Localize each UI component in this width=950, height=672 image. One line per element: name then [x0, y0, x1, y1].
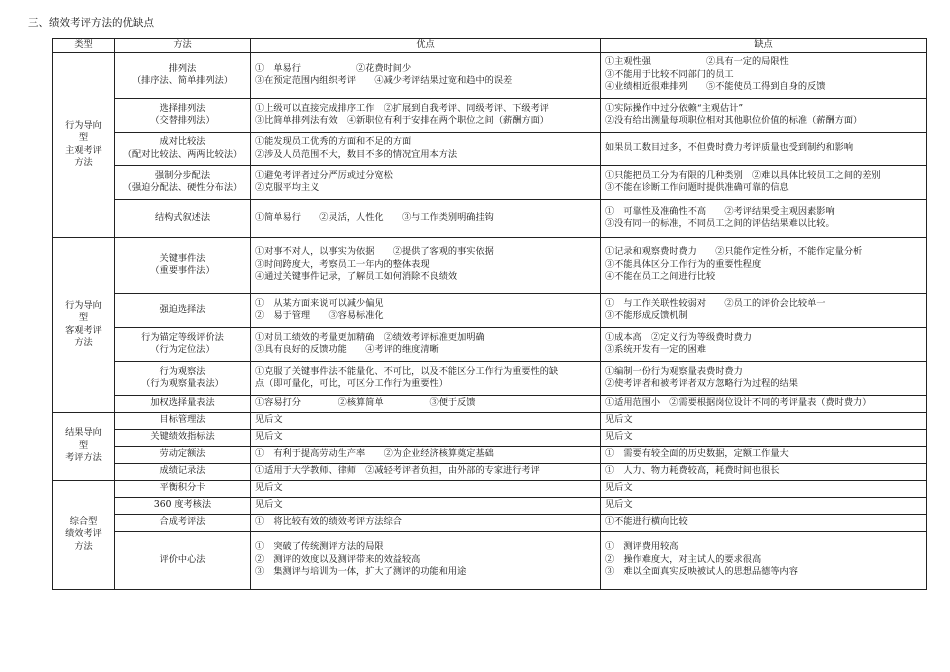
method-cell: [115, 327, 251, 361]
disadvantages-cell-line: ②使考评者和被考评者双方忽略行为过程的结果: [605, 378, 798, 389]
advantages-cell-line: ①简单易行 ②灵活，人性化 ③与工作类别明确挂钩: [255, 211, 494, 223]
advantages-cell-line: ③时间跨度大，考察员工一年内的整体表现: [255, 258, 430, 270]
advantages-cell-line: ①克服了关键事件法不能量化、不可比，以及不能区分工作行为重要性的缺: [255, 365, 559, 377]
method-cell-line: （交替排列法）: [150, 115, 215, 126]
table-row: [53, 293, 927, 327]
method-cell: [115, 361, 251, 395]
method-cell: [115, 52, 251, 98]
type-cell: [53, 52, 115, 237]
method-cell: [115, 98, 251, 132]
type-cell-line: 客观考评: [65, 324, 102, 336]
table-row: [53, 237, 927, 293]
table-row: [53, 165, 927, 199]
header-type: 类型: [53, 39, 115, 53]
table-row: [53, 429, 927, 446]
table-header-row: [53, 39, 927, 53]
disadvantages-cell-line: ①实际操作中过分依赖“主观估计”: [605, 102, 744, 114]
type-cell: [53, 412, 115, 480]
method-cell-line: （排序法、简单排列法）: [131, 75, 234, 86]
method-cell-line: 劳动定额法: [159, 448, 206, 460]
method-cell-line: （行为观察量表法）: [141, 378, 224, 389]
method-cell-line: （配对比较法、两两比较法）: [122, 148, 243, 160]
disadvantages-cell: [601, 531, 927, 589]
disadvantages-cell-line: ③系统开发有一定的困难: [605, 344, 707, 355]
advantages-cell-line: ①避免考评者过分严厉或过分宽松: [255, 169, 393, 181]
advantages-cell-line: ① 有利于提高劳动生产率 ②为企业经济核算奠定基础: [255, 448, 494, 460]
type-cell-line: 主观考评: [65, 144, 102, 156]
disadvantages-cell: [601, 327, 927, 361]
method-cell: [115, 446, 251, 463]
disadvantages-cell: [601, 132, 927, 165]
type-cell-line: 绩效考评: [65, 528, 102, 540]
disadvantages-cell: [601, 412, 927, 429]
advantages-cell: [251, 412, 601, 429]
methods-table: [52, 38, 927, 590]
disadvantages-cell-line: 见后文: [605, 482, 633, 494]
method-cell: [115, 293, 251, 327]
method-cell-line: 合成考评法: [159, 516, 206, 528]
table-row: [53, 361, 927, 395]
disadvantages-cell: [601, 98, 927, 132]
advantages-cell-line: ① 单易行 ②花费时间少: [255, 62, 412, 74]
advantages-cell-line: ③具有良好的反馈功能 ④考评的维度清晰: [255, 344, 439, 355]
disadvantages-cell-line: ③不能具体区分工作行为的重要性程度: [605, 258, 762, 270]
advantages-cell-line: ②克服平均主义: [255, 182, 320, 193]
table-row: [53, 514, 927, 531]
disadvantages-cell: [601, 237, 927, 293]
type-cell-line: 方法: [74, 540, 93, 552]
method-cell-line: （重要事件法）: [150, 265, 215, 276]
header-advantages: 优点: [251, 39, 601, 53]
advantages-cell: [251, 165, 601, 199]
method-cell-line: 成对比较法: [159, 136, 206, 147]
method-cell-line: 排列法: [168, 62, 197, 74]
type-cell-line: 行为导向: [65, 119, 102, 131]
disadvantages-cell: [601, 165, 927, 199]
table-row: [53, 446, 927, 463]
disadvantages-cell-line: 见后文: [605, 414, 633, 426]
method-cell: [115, 531, 251, 589]
advantages-cell: [251, 480, 601, 497]
method-cell-line: 成绩记录法: [159, 465, 206, 477]
disadvantages-cell-line: ①记录和观察费时费力 ②只能作定性分析，不能作定量分析: [605, 246, 863, 258]
advantages-cell: [251, 237, 601, 293]
table-row: [53, 98, 927, 132]
advantages-cell-line: ③比简单排列法有效 ④新职位有利于安排在两个职位之间（薪酬方面）: [255, 115, 549, 126]
type-cell-line: 型: [78, 132, 89, 143]
advantages-cell-line: ①适用于大学教师、律师 ②减轻考评者负担，由外部的专家进行考评: [255, 465, 540, 477]
advantages-cell: [251, 446, 601, 463]
method-cell: [115, 395, 251, 412]
method-cell: [115, 412, 251, 429]
advantages-cell-line: ①对员工绩效的考量更加精确 ②绩效考评标准更加明确: [255, 331, 485, 343]
disadvantages-cell: [601, 395, 927, 412]
advantages-cell: [251, 52, 601, 98]
method-cell-line: 行为锚定等级评价法: [141, 331, 224, 343]
type-cell-line: 考评方法: [65, 452, 102, 464]
advantages-cell: [251, 531, 601, 589]
advantages-cell-line: ③ 集测评与培训为一体，扩大了测评的功能和用途: [255, 566, 467, 578]
disadvantages-cell-line: ④业绩相近很难排列 ⑤不能使员工得到自身的反馈: [605, 81, 826, 93]
method-cell-line: 平衡积分卡: [159, 482, 206, 494]
table-body: [53, 52, 927, 589]
disadvantages-cell-line: ①主观性强 ②具有一定的局限性: [605, 56, 789, 68]
page-title: 三、绩效考评方法的优缺点: [28, 17, 154, 29]
type-cell-line: 行为导向: [65, 299, 102, 311]
advantages-cell-line: ③在预定范围内组织考评 ④减少考评结果过宽和趋中的误差: [255, 75, 513, 86]
table-row: [53, 395, 927, 412]
method-cell: [115, 237, 251, 293]
advantages-cell: [251, 395, 601, 412]
advantages-cell-line: ① 将比较有效的绩效考评方法综合: [255, 516, 402, 528]
disadvantages-cell-line: ③没有同一的标准，不同员工之间的评估结果难以比较。: [605, 218, 835, 229]
header-method: 方法: [115, 39, 251, 53]
advantages-cell-line: 见后文: [255, 499, 283, 511]
disadvantages-cell-line: ③不能用于比较不同部门的员工: [605, 68, 734, 80]
method-cell-line: （强迫分配法、硬性分布法）: [122, 182, 243, 193]
disadvantages-cell-line: ②没有给出测量每项职位相对其他职位价值的标准（薪酬方面）: [605, 115, 863, 126]
disadvantages-cell-line: 如果员工数目过多，不但费时费力考评质量也受到制约和影响: [605, 142, 854, 154]
disadvantages-cell-line: ③不能在诊断工作问题时提供准确可靠的信息: [605, 182, 789, 193]
disadvantages-cell: [601, 446, 927, 463]
advantages-cell: [251, 497, 601, 514]
advantages-cell-line: ① 突破了传统测评方法的局限: [255, 541, 384, 553]
disadvantages-cell-line: ① 可靠性及准确性不高 ②考评结果受主观因素影响: [605, 205, 835, 217]
type-cell: [53, 237, 115, 412]
method-cell: [115, 199, 251, 237]
method-cell: [115, 463, 251, 480]
advantages-cell-line: ①能发现员工优秀的方面和不足的方面: [255, 136, 412, 147]
method-cell-line: 关键事件法: [159, 252, 206, 264]
method-cell: [115, 514, 251, 531]
table-row: [53, 52, 927, 98]
disadvantages-cell: [601, 52, 927, 98]
type-cell-line: 综合型: [69, 515, 98, 527]
disadvantages-cell-line: ①不能进行横向比较: [605, 516, 688, 528]
method-cell: [115, 132, 251, 165]
disadvantages-cell-line: ② 操作难度大，对主试人的要求很高: [605, 553, 762, 565]
method-cell: [115, 497, 251, 514]
method-cell-line: 关键绩效指标法: [150, 431, 215, 443]
method-cell-line: 行为观察法: [159, 365, 206, 377]
table-row: [53, 412, 927, 429]
type-cell-line: 方法: [74, 337, 93, 348]
advantages-cell: [251, 199, 601, 237]
disadvantages-cell: [601, 361, 927, 395]
type-cell-line: 型: [78, 439, 89, 451]
disadvantages-cell: [601, 497, 927, 514]
table-row: [53, 132, 927, 165]
type-cell-line: 结果导向: [65, 427, 102, 439]
table-row: [53, 531, 927, 589]
disadvantages-cell: [601, 514, 927, 531]
method-cell-line: 加权选择量表法: [150, 397, 215, 409]
method-cell-line: 强制分步配法: [154, 169, 211, 181]
advantages-cell-line: ①上级可以直接完成排序工作 ②扩展到自我考评、同级考评、下级考评: [255, 102, 549, 114]
method-cell: [115, 429, 251, 446]
disadvantages-cell: [601, 480, 927, 497]
advantages-cell: [251, 463, 601, 480]
disadvantages-cell: [601, 463, 927, 480]
method-cell-line: 360 度考核法: [153, 499, 212, 511]
disadvantages-cell-line: 见后文: [605, 431, 633, 443]
type-cell-line: 方法: [74, 157, 93, 168]
advantages-cell-line: ①容易打分 ②核算简单 ③便于反馈: [255, 397, 476, 409]
table-row: [53, 463, 927, 480]
disadvantages-cell-line: ①成本高 ②定义行为等级费时费力: [605, 331, 752, 343]
header-disadvantages: 缺点: [601, 39, 927, 53]
advantages-cell-line: ②涉及人员范围不大，数目不多的情况宜用本方法: [255, 148, 458, 160]
method-cell-line: 结构式叙述法: [154, 211, 211, 223]
table-row: [53, 327, 927, 361]
table-row: [53, 199, 927, 237]
advantages-cell-line: ② 易于管理 ③容易标准化: [255, 310, 384, 321]
advantages-cell: [251, 98, 601, 132]
disadvantages-cell-line: ①编制一份行为观察量表费时费力: [605, 365, 743, 377]
disadvantages-cell-line: ③不能形成反馈机制: [605, 310, 688, 321]
advantages-cell: [251, 132, 601, 165]
table-row: [53, 497, 927, 514]
disadvantages-cell: [601, 199, 927, 237]
disadvantages-cell: [601, 293, 927, 327]
disadvantages-cell-line: ③ 难以全面真实反映被试人的思想品德等内容: [605, 566, 798, 578]
method-cell: [115, 165, 251, 199]
advantages-cell-line: 见后文: [255, 431, 283, 443]
disadvantages-cell-line: 见后文: [605, 499, 633, 511]
disadvantages-cell-line: ① 需要有较全面的历史数据，定额工作量大: [605, 448, 789, 460]
method-cell-line: 目标管理法: [159, 414, 206, 426]
disadvantages-cell-line: ①只能把员工分为有限的几种类别 ②难以具体比较员工之间的差别: [605, 169, 881, 181]
type-cell-line: 型: [78, 312, 89, 323]
disadvantages-cell-line: ①适用范围小 ②需要根据岗位设计不同的考评量表（费时费力）: [605, 397, 872, 409]
disadvantages-cell-line: ① 测评费用较高: [605, 541, 679, 553]
method-cell-line: 评价中心法: [159, 553, 206, 565]
advantages-cell: [251, 293, 601, 327]
advantages-cell-line: ①对事不对人，以事实为依据 ②提供了客观的事实依据: [255, 246, 494, 258]
advantages-cell-line: ① 从某方面来说可以减少偏见: [255, 297, 384, 309]
table-row: [53, 480, 927, 497]
method-cell: [115, 480, 251, 497]
advantages-cell-line: 见后文: [255, 482, 283, 494]
advantages-cell-line: 点（即可量化，可比，可区分工作行为重要性）: [255, 378, 448, 389]
advantages-cell: [251, 361, 601, 395]
advantages-cell-line: ④通过关键事件记录，了解员工如何消除不良绩效: [255, 271, 458, 283]
type-cell: [53, 480, 115, 589]
advantages-cell: [251, 327, 601, 361]
advantages-cell-line: 见后文: [255, 414, 283, 426]
disadvantages-cell-line: ① 与工作关联性较弱对 ②员工的评价会比较单一: [605, 297, 826, 309]
advantages-cell: [251, 514, 601, 531]
advantages-cell-line: ② 测评的效度以及测评带来的效益较高: [255, 553, 421, 565]
advantages-cell: [251, 429, 601, 446]
disadvantages-cell: [601, 429, 927, 446]
method-cell-line: 选择排列法: [159, 102, 206, 114]
method-cell-line: （行为定位法）: [150, 344, 215, 355]
method-cell-line: 强迫选择法: [159, 303, 206, 315]
disadvantages-cell-line: ④不能在员工之间进行比较: [605, 271, 716, 283]
disadvantages-cell-line: ① 人力、物力耗费较高，耗费时间也很长: [605, 465, 780, 477]
